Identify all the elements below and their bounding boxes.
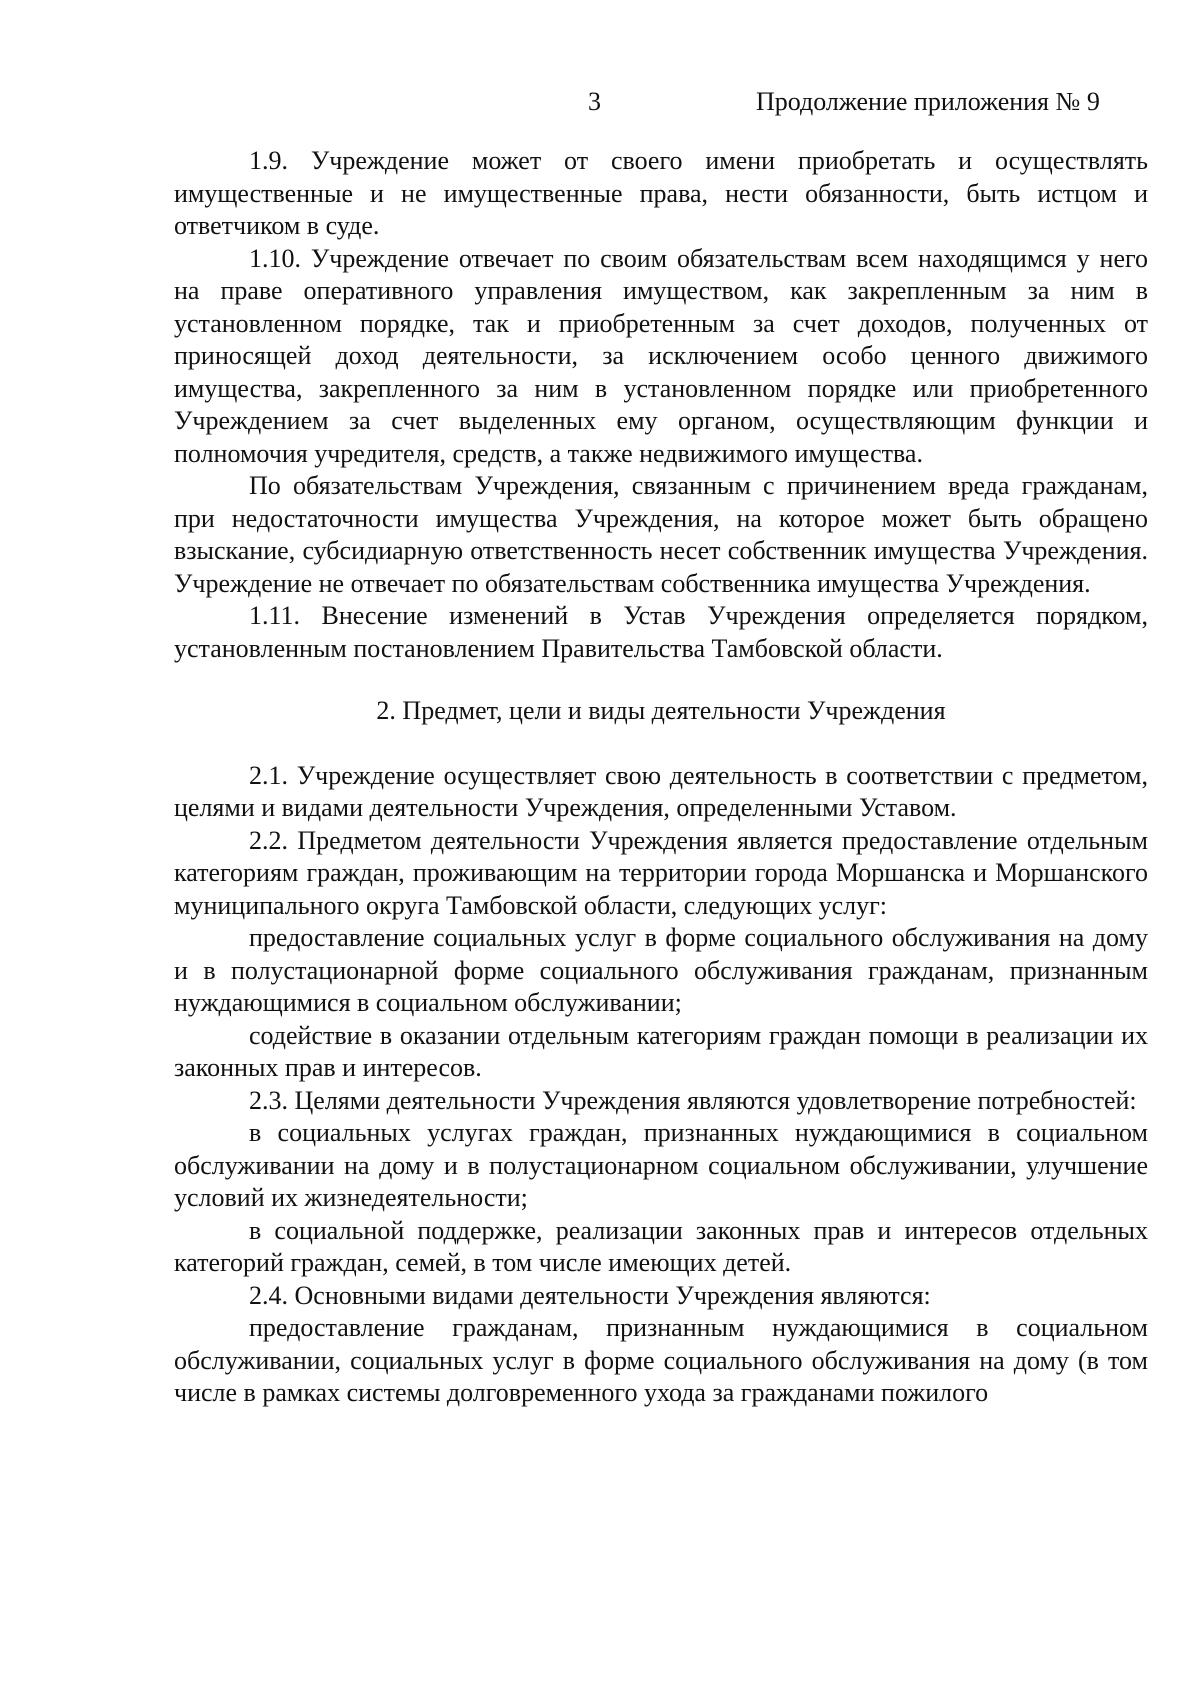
- paragraph-2-1: 2.1. Учреждение осуществляет свою деятельность в соответствии с предметом, целями и видами деятельности Учреждения, определенными Уставом.: [174, 760, 1148, 822]
- paragraph-2-2: 2.2. Предметом деятельности Учреждения является предоставление отдельным категориям граждан, проживающим на территории города Моршанска и Моршанского муниципального округа Тамбовской области, следующих услуг:: [174, 825, 1148, 920]
- paragraph-2-2-item-2: содействие в оказании отдельным категориям граждан помощи в реализации их законных прав и интересов.: [174, 1020, 1148, 1082]
- paragraph-1-11: 1.11. Внесение изменений в Устав Учреждения определяется порядком, установленным постановлением Правительства Тамбовской области.: [174, 601, 1148, 663]
- paragraph-2-2-item-1: предоставление социальных услуг в форме социального обслуживания на дому и в полустационарной форме социального обслуживания гражданам, признанным нуждающимися в социальном обслуживании;: [174, 923, 1148, 1017]
- paragraph-2-3: 2.3. Целями деятельности Учреждения являются удовлетворение потребностей:: [249, 1085, 1137, 1115]
- continuation-label: Продолжение приложения № 9: [756, 87, 1100, 116]
- paragraph-liability: По обязательствам Учреждения, связанным с причинением вреда гражданам, при недостаточности имущества Учреждения, на которое может быть обращено взыскание, субсидиарную ответственность несет собственник имущества Учреждения. Учреждение не отвечает по обязательствам собственника имущества Учреждения.: [174, 471, 1148, 598]
- paragraph-2-3-item-1: в социальных услугах граждан, признанных нуждающимися в социальном обслуживании на дому и в полустационарном социальном обслуживании, улучшение условий их жизнедеятельности;: [174, 1118, 1148, 1212]
- document-body: [174, 145, 1148, 1410]
- paragraph-2-4: 2.4. Основными видами деятельности Учреждения являются:: [249, 1280, 931, 1310]
- paragraph-2-3-item-2: в социальной поддержке, реализации законных прав и интересов отдельных категорий граждан, семей, в том числе имеющих детей.: [174, 1215, 1148, 1277]
- section-heading: 2. Предмет, цели и виды деятельности Учреждения: [376, 696, 946, 725]
- page-number: 3: [588, 87, 601, 116]
- paragraph-2-4-item-1: предоставление гражданам, признанным нуждающимися в социальном обслуживании, социальных услуг в форме социального обслуживания на дому (в том числе в рамках системы долговременного ухода за гражданами пожилого: [174, 1313, 1148, 1407]
- paragraph-1-9: 1.9. Учреждение может от своего имени приобретать и осуществлять имущественные и не имущественные права, нести обязанности, быть истцом и ответчиком в суде.: [174, 146, 1148, 240]
- paragraph-1-10: 1.10. Учреждение отвечает по своим обязательствам всем находящимся у него на праве оперативного управления имуществом, как закрепленным за ним в установленном порядке, так и приобретенным за счет доходов, полученных от приносящей доход деятельности, за исключением особо ценного движимого имущества, закрепленного за ним в установленном порядке или приобретенного Учреждением за счет выделенных ему органом, осуществляющим функции и полномочия учредителя, средств, а также недвижимого имущества.: [174, 243, 1148, 468]
